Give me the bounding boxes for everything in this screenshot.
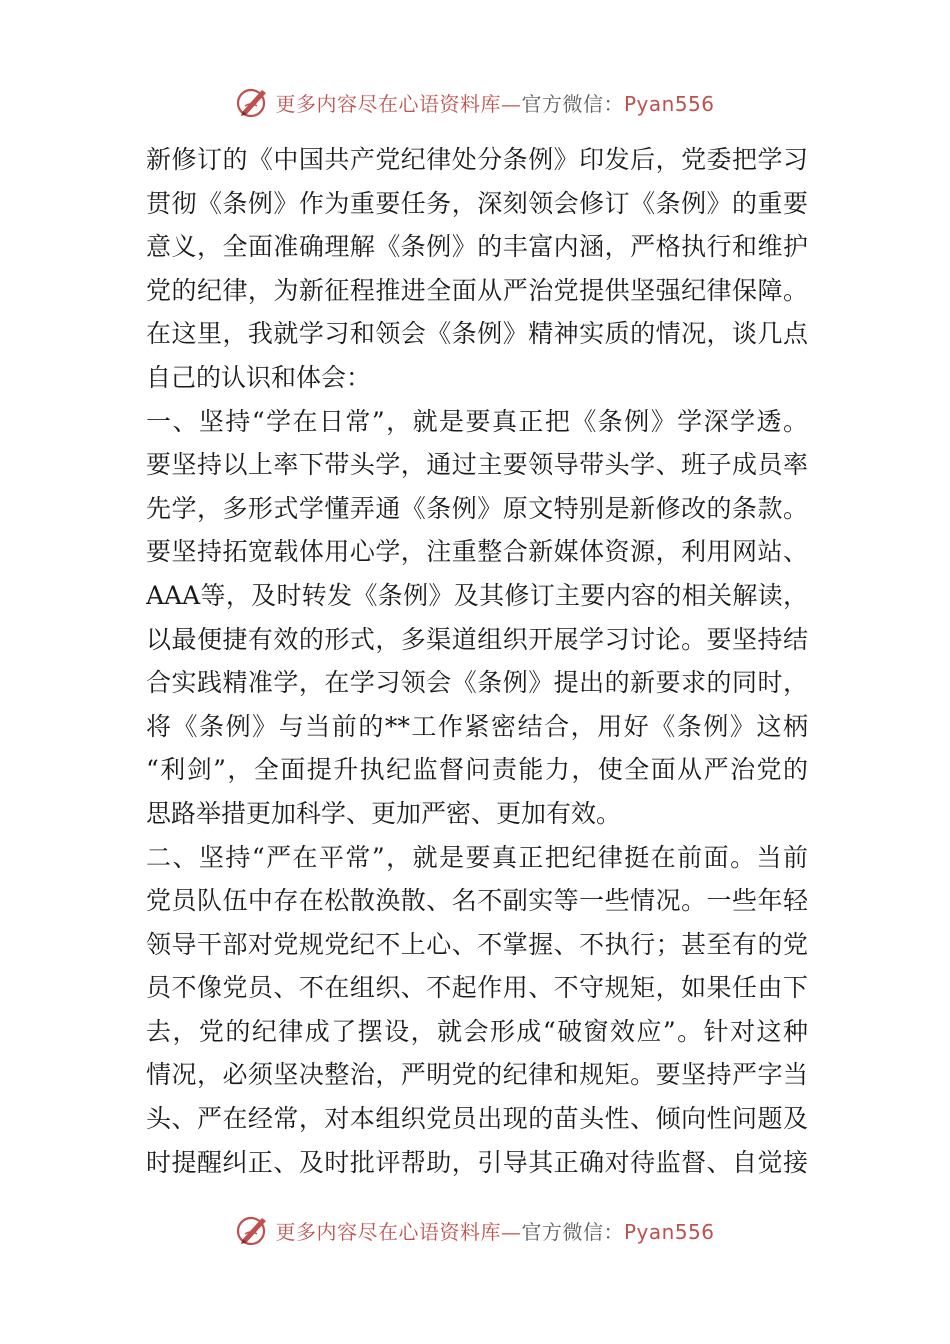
body-line: 时提醒纠正、及时批评帮助，引导其正确对待监督、自觉接: [146, 1147, 808, 1177]
body-line: 先学，多形式学懂弄通《条例》原文特别是新修改的条款。: [146, 493, 808, 523]
pen-logo-icon: [235, 1212, 271, 1248]
body-line: 一、坚持“学在日常”，就是要真正把《条例》学深学透。: [146, 406, 808, 436]
footer-banner: [0, 1208, 950, 1252]
body-line: 去，党的纪律成了摆设，就会形成“破窗效应”。针对这种: [146, 1016, 808, 1046]
body-line: AAA等，及时转发《条例》及其修订主要内容的相关解读，: [146, 580, 808, 610]
body-line: 头、严在经常，对本组织党员出现的苗头性、倾向性问题及: [146, 1104, 808, 1134]
header-wechat-id: Pyan556: [623, 91, 715, 116]
body-line: 合实践精准学，在学习领会《条例》提出的新要求的同时，: [146, 668, 808, 698]
body-line: 思路举措更加科学、更加严密、更加有效。: [146, 798, 622, 828]
body-line: 以最便捷有效的形式，多渠道组织开展学习讨论。要坚持结: [146, 624, 808, 654]
body-line: “利剑”，全面提升执纪监督问责能力，使全面从严治党的: [146, 755, 808, 785]
body-line: 情况，必须坚决整治，严明党的纪律和规矩。要坚持严字当: [146, 1060, 808, 1090]
body-line: 意义，全面准确理解《条例》的丰富内涵，严格执行和维护: [146, 232, 808, 262]
header-banner-text: [275, 88, 714, 117]
header-wechat-label: 官方微信：: [521, 91, 624, 116]
body-line: 要坚持以上率下带头学，通过主要领导带头学、班子成员率: [146, 450, 808, 480]
body-line: 二、坚持“严在平常”，就是要真正把纪律挺在前面。当前: [146, 842, 808, 872]
footer-banner-text: [275, 1216, 714, 1245]
body-line: 要坚持拓宽载体用心学，注重整合新媒体资源，利用网站、: [146, 537, 808, 567]
header-banner-slogan: 更多内容尽在心语资料库—: [275, 91, 522, 116]
document-body: [146, 138, 808, 1184]
footer-wechat-label: 官方微信：: [521, 1219, 624, 1244]
body-line: 将《条例》与当前的**工作紧密结合，用好《条例》这柄: [146, 711, 808, 741]
body-line: 新修订的《中国共产党纪律处分条例》印发后，党委把学习: [146, 145, 808, 174]
body-line: 员不像党员、不在组织、不起作用、不守规矩，如果任由下: [146, 973, 808, 1003]
body-line: 自己的认识和体会：: [146, 362, 372, 392]
body-line: 领导干部对党规党纪不上心、不掌握、不执行；甚至有的党: [146, 929, 808, 959]
body-line: 在这里，我就学习和领会《条例》精神实质的情况，谈几点: [146, 319, 808, 349]
body-line: 党的纪律，为新征程推进全面从严治党提供坚强纪律保障。: [146, 275, 808, 305]
footer-wechat-id: Pyan556: [623, 1219, 715, 1244]
header-banner: [0, 80, 950, 124]
body-line: 党员队伍中存在松散涣散、名不副实等一些情况。一些年轻: [146, 886, 808, 916]
pen-logo-icon: [235, 84, 271, 120]
footer-banner-slogan: 更多内容尽在心语资料库—: [275, 1219, 522, 1244]
body-line: 贯彻《条例》作为重要任务，深刻领会修订《条例》的重要: [146, 188, 808, 218]
